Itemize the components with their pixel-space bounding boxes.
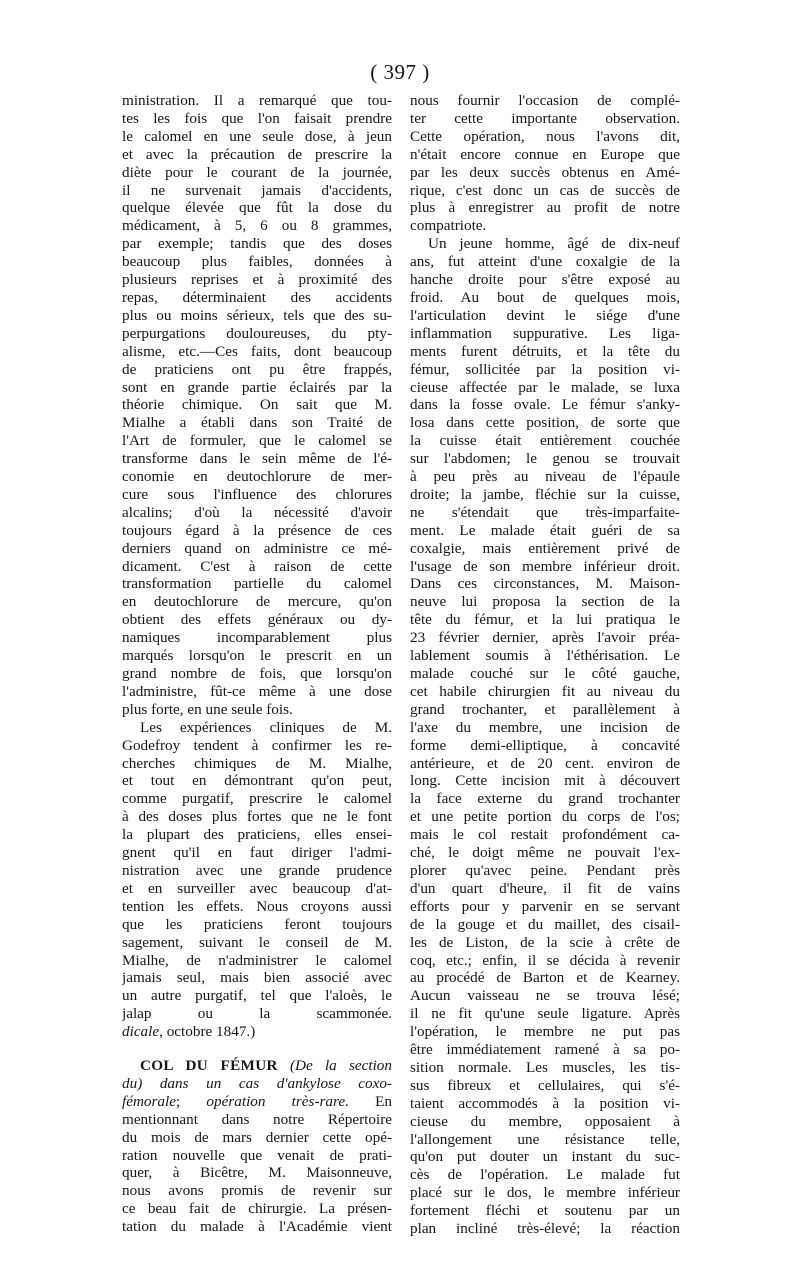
text-line: ne s'étendait que très-imparfaite-	[410, 503, 680, 521]
text-line: sus fibreux et cellulaires, qui s'é-	[410, 1076, 680, 1094]
text-line: théorie chimique. On sait que M.	[122, 396, 392, 414]
text-line: 23 février dernier, après l'avoir préa-	[410, 629, 680, 647]
text-line: nistration avec une grande prudence	[122, 861, 392, 879]
text-line: sur l'abdomen; le genou se trouvait	[410, 450, 680, 468]
section-subtitle-after: En	[348, 1092, 392, 1110]
text-line: derniers quand on administre ce mé-	[122, 539, 392, 557]
section-gap	[122, 1041, 392, 1057]
text-line: de praticiens ont pu être frappés,	[122, 360, 392, 378]
text-line: gnent qu'il en faut diriger l'admi-	[122, 844, 392, 862]
text-line: tention les effets. Nous croyons aussi	[122, 897, 392, 915]
text-line: dans la fosse ovale. Le fémur s'anky-	[410, 396, 680, 414]
paragraph-case	[410, 235, 680, 1238]
text-line: mentionnant dans notre Répertoire	[122, 1110, 392, 1128]
text-line: ché, le doigt même ne pouvait l'ex-	[410, 844, 680, 862]
text-line: droite; la jambe, fléchie sur la cuisse,	[410, 485, 680, 503]
right-column	[410, 92, 680, 1238]
section-subtitle-4: opération très-rare.	[206, 1092, 349, 1110]
text-line: cieuse du membre, opposaient à	[410, 1112, 680, 1130]
text-line: Un jeune homme, âgé de dix-neuf	[428, 235, 680, 253]
text-line: fortement fléchi et soutenu par un	[410, 1202, 680, 1220]
text-line: les de Liston, de la scie à crête de	[410, 933, 680, 951]
text-line: et en surveiller avec beaucoup d'at-	[122, 879, 392, 897]
citation-source-end: dicale	[122, 1023, 160, 1041]
text-line: qu'on put douter un instant du suc-	[410, 1148, 680, 1166]
paragraph-col-du-femur	[122, 1111, 392, 1236]
text-line: ment. Le malade était guéri de sa	[410, 521, 680, 539]
text-line: quer, à Bicêtre, M. Maisonneuve,	[122, 1164, 392, 1182]
text-line: marqués lorsqu'on le prescrit en un	[122, 647, 392, 665]
text-line: plus à enregistrer au profit de notre	[410, 199, 680, 217]
text-line: toujours égard à la présence de ces	[122, 521, 392, 539]
text-line: Les expériences cliniques de M.	[140, 718, 392, 736]
text-line: tête du fémur, et la lui pratiqua le	[410, 611, 680, 629]
text-line: il ne survenait jamais d'accidents,	[122, 181, 392, 199]
text-line: compatriote.	[410, 217, 487, 235]
text-line: cès de l'opération. Le malade fut	[410, 1166, 680, 1184]
text-line: du mois de mars dernier cette opé-	[122, 1128, 392, 1146]
citation-line	[122, 1023, 392, 1041]
text-line: l'allongement une résistance telle,	[410, 1130, 680, 1148]
section-title: COL DU FÉMUR	[140, 1057, 278, 1075]
text-line: et une petite portion du corps de l'os;	[410, 808, 680, 826]
text-line: jalap ou la scammonée.	[122, 1005, 392, 1023]
section-subtitle-sep: ;	[176, 1092, 207, 1110]
section-heading-line	[122, 1057, 392, 1075]
text-line: ministration. Il a remarqué que tou-	[122, 92, 392, 109]
text-line: le calomel en une seule dose, à jeun	[122, 127, 392, 145]
text-line: froid. Au bout de quelques mois,	[410, 288, 680, 306]
text-line: l'opération, le membre ne put pas	[410, 1023, 680, 1041]
text-line: Mialhe a établi dans son Traité de	[122, 414, 392, 432]
text-line: la face externe du grand trochanter	[410, 790, 680, 808]
text-line: mais le col restait profondément ca-	[410, 826, 680, 844]
text-line: comme purgatif, prescrire le calomel	[122, 790, 392, 808]
section-subtitle-line-2	[122, 1075, 392, 1093]
text-line: par les deux succès obtenus en Amé-	[410, 163, 680, 181]
text-line: par exemple; tandis que des doses	[122, 235, 392, 253]
text-line: lablement soumis à l'éthérisation. Le	[410, 647, 680, 665]
text-line: n'était encore connue en Europe que	[410, 145, 680, 163]
left-column	[122, 92, 392, 1236]
text-line: cure sous l'influence des chlorures	[122, 485, 392, 503]
text-line: un autre purgatif, tel que l'aloès, le	[122, 987, 392, 1005]
text-line: sont en grande partie éclairés par la	[122, 378, 392, 396]
text-line: ter cette importante observation.	[410, 109, 680, 127]
text-line: rique, c'est donc un cas de succès de	[410, 181, 680, 199]
text-line: taient accommodés à la position vi-	[410, 1094, 680, 1112]
paragraph-godefroy	[122, 719, 392, 1023]
text-line: Aucun vaisseau ne se trouva lésé;	[410, 987, 680, 1005]
citation-date: , octobre 1847.)	[159, 1023, 256, 1041]
text-line: être immédiatement ramené à sa po-	[410, 1041, 680, 1059]
text-line: ans, fut atteint d'une coxalgie de la	[410, 253, 680, 271]
text-line: la cuisse était entièrement couchée	[410, 432, 680, 450]
text-line: coq, etc.; enfin, il se décida à revenir	[410, 951, 680, 969]
text-line: alisme, etc.—Ces faits, dont beaucoup	[122, 342, 392, 360]
text-line: médicament, à 5, 6 ou 8 grammes,	[122, 217, 392, 235]
text-line: plus ou moins sérieux, tels que des su-	[122, 306, 392, 324]
text-line: losa dans cette position, de sorte que	[410, 414, 680, 432]
section-subtitle-3: fémorale	[122, 1092, 176, 1110]
text-line: en deutochlorure de mercure, qu'on	[122, 593, 392, 611]
text-line: ce beau fait de chirurgie. La présen-	[122, 1200, 392, 1218]
text-line: grand nombre de fois, que lorsqu'on	[122, 665, 392, 682]
text-line: placé sur le dos, le membre inférieur	[410, 1184, 680, 1202]
text-line: d'un quart d'heure, il fit de vains	[410, 879, 680, 897]
text-line: de la gouge et du maillet, des cisail-	[410, 915, 680, 933]
text-line: et tout en démontrant qu'on peut,	[122, 772, 392, 790]
text-line: l'usage de son membre inférieur droit.	[410, 557, 680, 575]
paragraph-observation	[410, 92, 680, 235]
text-line: que les praticiens feront toujours	[122, 915, 392, 933]
text-line: Mialhe, de n'administrer le calomel	[122, 951, 392, 969]
text-line: conomie en deutochlorure de mer-	[122, 468, 392, 486]
text-line: l'articulation devint le siége d'une	[410, 306, 680, 324]
text-line: plus forte, en une seule fois.	[122, 700, 293, 718]
section-subtitle-1: (De la section	[289, 1057, 392, 1075]
text-line: tes les fois que l'on faisait prendre	[122, 109, 392, 127]
text-line: transforme dans le sein même de l'é-	[122, 450, 392, 468]
text-line: beaucoup plus faibles, données à	[122, 253, 392, 271]
text-line: au procédé de Barton et de Kearney.	[410, 969, 680, 987]
text-line: neuve lui proposa la section de la	[410, 593, 680, 611]
text-line: efforts pour y parvenir en se servant	[410, 897, 680, 915]
text-line: antérieure, et de 20 cent. environ de	[410, 754, 680, 772]
text-line: inflammation suppurative. Les liga-	[410, 324, 680, 342]
text-line: long. Cette incision mit à découvert	[410, 772, 680, 790]
text-line: coxalgie, mais entièrement privé de	[410, 539, 680, 557]
page-number: ( 397 )	[370, 60, 430, 84]
text-line: l'administre, fût-ce même à une dose	[122, 682, 392, 700]
text-line: forme demi-elliptique, à concavité	[410, 736, 680, 754]
text-line: grand trochanter, et parallèlement à	[410, 700, 680, 718]
text-line: plusieurs reprises et à proximité des	[122, 271, 392, 289]
text-line: plorer qu'avec peine. Pendant près	[410, 861, 680, 879]
text-line: repas, déterminaient des accidents	[122, 288, 392, 306]
text-line: et avec la précaution de prescrire la	[122, 145, 392, 163]
text-line: Godefroy tendent à confirmer les re-	[122, 736, 392, 754]
paragraph-calomel	[122, 92, 392, 719]
text-line: cet habile chirurgien fit au niveau du	[410, 682, 680, 700]
text-line: diète pour le courant de la journée,	[122, 163, 392, 181]
text-line: sagement, suivant le conseil de M.	[122, 933, 392, 951]
text-line: nous fournir l'occasion de complé-	[410, 92, 680, 109]
text-line: l'Art de formuler, que le calomel se	[122, 432, 392, 450]
text-line: Cette opération, nous l'avons dit,	[410, 127, 680, 145]
text-line: il ne fit qu'une seule ligature. Après	[410, 1005, 680, 1023]
text-line: fémur, sollicitée par la position vi-	[410, 360, 680, 378]
text-line: sition normale. Les muscles, les tis-	[410, 1058, 680, 1076]
text-line: Dans ces circonstances, M. Maison-	[410, 575, 680, 593]
text-line: obtient des effets généraux ou dy-	[122, 611, 392, 629]
section-subtitle-2: du) dans un cas d'ankylose coxo-	[122, 1074, 392, 1092]
text-line: l'axe du membre, une incision de	[410, 718, 680, 736]
text-line: à des doses plus fortes que ne le font	[122, 808, 392, 826]
text-line: tation du malade à l'Académie vient	[122, 1218, 392, 1236]
text-line: namiques incomparablement plus	[122, 629, 392, 647]
text-line: malade couché sur le côté gauche,	[410, 665, 680, 682]
section-subtitle-line-3	[122, 1093, 392, 1111]
text-line: ration nouvelle que venait de prati-	[122, 1146, 392, 1164]
text-line: dicament. C'est à raison de cette	[122, 557, 392, 575]
text-line: cieuse affectée par le malade, se luxa	[410, 378, 680, 396]
text-line: hanche droite pour s'être exposé au	[410, 271, 680, 289]
text-line: à peu près au niveau de l'épaule	[410, 468, 680, 486]
text-line: ments furent détruits, et la tête du	[410, 342, 680, 360]
text-line: perpurgations douloureuses, du pty-	[122, 324, 392, 342]
text-line: cherches chimiques de M. Mialhe,	[122, 754, 392, 772]
text-line: jamais seul, mais bien associé avec	[122, 969, 392, 987]
text-line: nous avons promis de revenir sur	[122, 1182, 392, 1200]
text-line: transformation partielle du calomel	[122, 575, 392, 593]
text-line: la plupart des praticiens, elles ensei-	[122, 826, 392, 844]
text-line: plan incliné très-élevé; la réaction	[410, 1220, 680, 1238]
text-line: quelque élevée que fût la dose du	[122, 199, 392, 217]
text-line: alcalins; d'où la nécessité d'avoir	[122, 503, 392, 521]
